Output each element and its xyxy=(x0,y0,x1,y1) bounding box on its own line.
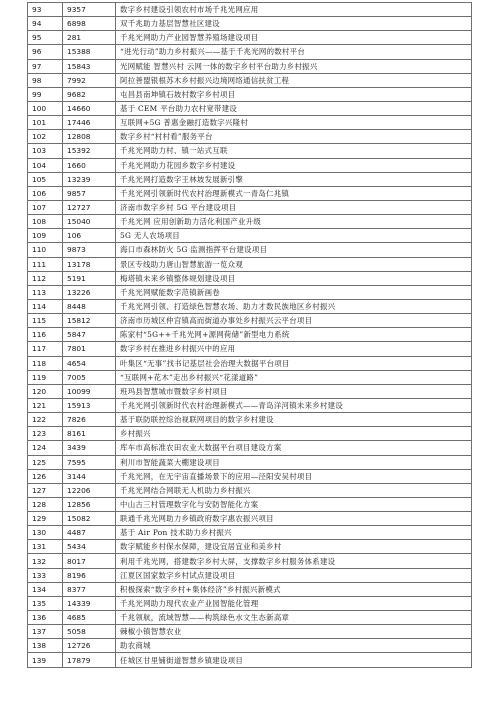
project-name-cell: 班玛县智慧城市暨数字乡村项目 xyxy=(116,384,472,398)
entry-id-cell: 5434 xyxy=(63,540,116,554)
table-row xyxy=(28,370,472,384)
row-number-cell: 129 xyxy=(28,512,63,526)
project-name-cell: 千兆光网引领新时代农村治理新模式一青岛仁兆镇 xyxy=(116,186,472,200)
table-row xyxy=(28,200,472,214)
entry-id-cell: 3144 xyxy=(63,469,116,483)
project-name-cell: 千兆光网打造数字王林坡发展新引擎 xyxy=(116,172,472,186)
row-number-cell: 122 xyxy=(28,413,63,427)
project-name-cell: 屯昌县南坤镇石坡村数字乡村项目 xyxy=(116,87,472,101)
table-row xyxy=(28,257,472,271)
row-number-cell: 95 xyxy=(28,31,63,45)
row-number-cell: 114 xyxy=(28,299,63,313)
entry-id-cell: 4654 xyxy=(63,356,116,370)
table-row xyxy=(28,540,472,554)
table-row xyxy=(28,271,472,285)
table-row xyxy=(28,568,472,582)
project-name-cell: 阿拉善盟银根苏木乡村振兴边境网络通信扶贫工程 xyxy=(116,73,472,87)
project-name-cell: 千兆光网 应用创新助力活化利国产业升级 xyxy=(116,215,472,229)
project-name-cell: 数字乡村“村村看”服务平台 xyxy=(116,130,472,144)
entry-id-cell: 12206 xyxy=(63,483,116,497)
table-row xyxy=(28,554,472,568)
table-row xyxy=(28,101,472,115)
entry-id-cell: 7801 xyxy=(63,342,116,356)
row-number-cell: 110 xyxy=(28,243,63,257)
table-row xyxy=(28,87,472,101)
entry-id-cell: 3439 xyxy=(63,441,116,455)
project-list-body xyxy=(28,3,472,668)
entry-id-cell: 12727 xyxy=(63,200,116,214)
entry-id-cell: 106 xyxy=(63,229,116,243)
row-number-cell: 123 xyxy=(28,427,63,441)
entry-id-cell: 281 xyxy=(63,31,116,45)
project-name-cell: 双千兆助力基层智慧社区建设 xyxy=(116,17,472,31)
project-name-cell: 千兆光网赋能数字范镇新画卷 xyxy=(116,285,472,299)
project-name-cell: “进光行动”助力乡村振兴——基于千兆光网的数村平台 xyxy=(116,45,472,59)
table-row xyxy=(28,582,472,596)
table-row xyxy=(28,172,472,186)
project-name-cell: 千兆领航，流域智慧——构筑绿色水文生态新高章 xyxy=(116,611,472,625)
row-number-cell: 111 xyxy=(28,257,63,271)
entry-id-cell: 12808 xyxy=(63,130,116,144)
row-number-cell: 99 xyxy=(28,87,63,101)
row-number-cell: 93 xyxy=(28,3,63,17)
entry-id-cell: 9873 xyxy=(63,243,116,257)
project-name-cell: 基于 Air Pon 技术助力乡村振兴 xyxy=(116,526,472,540)
project-name-cell: 江夏区国家数字乡村试点建设项目 xyxy=(116,568,472,582)
project-name-cell: 济南市历城区仲宫镇高而街道办事处乡村振兴云平台项目 xyxy=(116,314,472,328)
row-number-cell: 128 xyxy=(28,497,63,511)
table-row xyxy=(28,596,472,610)
entry-id-cell: 13239 xyxy=(63,172,116,186)
project-name-cell: 棘椒小镇智慧农业 xyxy=(116,625,472,639)
table-row xyxy=(28,59,472,73)
project-name-cell: 千兆光网引领、打造绿色智慧农场、助力才数民族地区乡村振兴 xyxy=(116,299,472,313)
row-number-cell: 126 xyxy=(28,469,63,483)
project-name-cell: 叶集区“无事”找书记基层社会治理大数据平台项目 xyxy=(116,356,472,370)
entry-id-cell: 9357 xyxy=(63,3,116,17)
table-row xyxy=(28,625,472,639)
project-name-cell: 乡村振兴 xyxy=(116,427,472,441)
entry-id-cell: 12726 xyxy=(63,639,116,653)
project-name-cell: 数字乡村建设引领农村市场千兆光网应用 xyxy=(116,3,472,17)
row-number-cell: 102 xyxy=(28,130,63,144)
entry-id-cell: 12856 xyxy=(63,497,116,511)
project-name-cell: 千兆光网助力现代农业产业园智能化管理 xyxy=(116,596,472,610)
table-row xyxy=(28,611,472,625)
project-name-cell: 基于 CEM 平台助力农村宽带建设 xyxy=(116,101,472,115)
table-row xyxy=(28,342,472,356)
project-name-cell: 济南市数字乡村 5G 平台建设项目 xyxy=(116,200,472,214)
entry-id-cell: 15040 xyxy=(63,215,116,229)
project-name-cell: “互联网+花木”走出乡村振兴“花漾道路” xyxy=(116,370,472,384)
row-number-cell: 112 xyxy=(28,271,63,285)
project-name-cell: 基于联防联控综治视联网项目的数字乡村建设 xyxy=(116,413,472,427)
table-row xyxy=(28,158,472,172)
project-name-cell: 互联网+5G 普惠金融打造数字兴隆村 xyxy=(116,116,472,130)
table-row xyxy=(28,17,472,31)
table-row xyxy=(28,116,472,130)
row-number-cell: 101 xyxy=(28,116,63,130)
row-number-cell: 107 xyxy=(28,200,63,214)
entry-id-cell: 6898 xyxy=(63,17,116,31)
table-row xyxy=(28,441,472,455)
table-row xyxy=(28,31,472,45)
entry-id-cell: 8161 xyxy=(63,427,116,441)
entry-id-cell: 5058 xyxy=(63,625,116,639)
row-number-cell: 134 xyxy=(28,582,63,596)
project-name-cell: 数字赋能乡村保水保障，建设宜居宜业和美乡村 xyxy=(116,540,472,554)
table-row xyxy=(28,413,472,427)
entry-id-cell: 15392 xyxy=(63,144,116,158)
table-row xyxy=(28,384,472,398)
entry-id-cell: 10099 xyxy=(63,384,116,398)
entry-id-cell: 7826 xyxy=(63,413,116,427)
row-number-cell: 125 xyxy=(28,455,63,469)
table-row xyxy=(28,639,472,653)
row-number-cell: 97 xyxy=(28,59,63,73)
table-row xyxy=(28,45,472,59)
table-row xyxy=(28,3,472,17)
table-row xyxy=(28,130,472,144)
project-name-cell: 中山古三村管理数字化与安防智能化方案 xyxy=(116,497,472,511)
project-name-cell: 千兆光网引领新时代农村治理新模式——青岛洋河镇未来乡村建设 xyxy=(116,398,472,412)
entry-id-cell: 15388 xyxy=(63,45,116,59)
entry-id-cell: 14660 xyxy=(63,101,116,115)
project-name-cell: 利用千兆光网，搭建数字乡村大屏，支撑数字乡村服务体系建设 xyxy=(116,554,472,568)
row-number-cell: 103 xyxy=(28,144,63,158)
project-name-cell: 光网赋能 智慧兴村 云网一体的数字乡村平台助力乡村振兴 xyxy=(116,59,472,73)
project-name-cell: 积极探索“数字乡村+集体经济”乡村振兴新模式 xyxy=(116,582,472,596)
project-name-cell: 千兆光网，在无宇宙直播场景下的应用—泾阳安吴村项目 xyxy=(116,469,472,483)
entry-id-cell: 17879 xyxy=(63,653,116,667)
row-number-cell: 118 xyxy=(28,356,63,370)
table-row xyxy=(28,144,472,158)
row-number-cell: 132 xyxy=(28,554,63,568)
row-number-cell: 108 xyxy=(28,215,63,229)
entry-id-cell: 8448 xyxy=(63,299,116,313)
table-row xyxy=(28,186,472,200)
entry-id-cell: 8017 xyxy=(63,554,116,568)
project-name-cell: 千兆光网助力村、镇一站式互联 xyxy=(116,144,472,158)
row-number-cell: 138 xyxy=(28,639,63,653)
entry-id-cell: 9857 xyxy=(63,186,116,200)
row-number-cell: 130 xyxy=(28,526,63,540)
row-number-cell: 117 xyxy=(28,342,63,356)
table-row xyxy=(28,215,472,229)
table-row xyxy=(28,243,472,257)
table-row xyxy=(28,73,472,87)
table-row xyxy=(28,483,472,497)
entry-id-cell: 4685 xyxy=(63,611,116,625)
entry-id-cell: 7005 xyxy=(63,370,116,384)
project-name-cell: 任城区甘里铺街道智慧乡镇建设项目 xyxy=(116,653,472,667)
entry-id-cell: 9682 xyxy=(63,87,116,101)
table-row xyxy=(28,398,472,412)
project-name-cell: 千兆光网结合网联无人机助力乡村振兴 xyxy=(116,483,472,497)
table-row xyxy=(28,356,472,370)
project-name-cell: 利川市智能蔬菜大棚建设项目 xyxy=(116,455,472,469)
row-number-cell: 100 xyxy=(28,101,63,115)
project-name-cell: 千兆光网助力产业园智慧养殖场建设项目 xyxy=(116,31,472,45)
row-number-cell: 119 xyxy=(28,370,63,384)
row-number-cell: 121 xyxy=(28,398,63,412)
table-row xyxy=(28,469,472,483)
entry-id-cell: 8196 xyxy=(63,568,116,582)
project-name-cell: 景区专线助力唐山智慧旅游一览众观 xyxy=(116,257,472,271)
row-number-cell: 139 xyxy=(28,653,63,667)
row-number-cell: 116 xyxy=(28,328,63,342)
entry-id-cell: 13178 xyxy=(63,257,116,271)
row-number-cell: 124 xyxy=(28,441,63,455)
table-row xyxy=(28,314,472,328)
table-row xyxy=(28,285,472,299)
row-number-cell: 127 xyxy=(28,483,63,497)
row-number-cell: 94 xyxy=(28,17,63,31)
row-number-cell: 136 xyxy=(28,611,63,625)
project-name-cell: 库车市高标准农田农业大数据平台项目建设方案 xyxy=(116,441,472,455)
row-number-cell: 96 xyxy=(28,45,63,59)
row-number-cell: 105 xyxy=(28,172,63,186)
table-row xyxy=(28,653,472,667)
entry-id-cell: 7595 xyxy=(63,455,116,469)
row-number-cell: 120 xyxy=(28,384,63,398)
entry-id-cell: 15843 xyxy=(63,59,116,73)
entry-id-cell: 13226 xyxy=(63,285,116,299)
project-name-cell: 助农商城 xyxy=(116,639,472,653)
row-number-cell: 137 xyxy=(28,625,63,639)
row-number-cell: 135 xyxy=(28,596,63,610)
entry-id-cell: 4487 xyxy=(63,526,116,540)
project-name-cell: 5G 无人农场项目 xyxy=(116,229,472,243)
entry-id-cell: 1660 xyxy=(63,158,116,172)
row-number-cell: 104 xyxy=(28,158,63,172)
entry-id-cell: 17446 xyxy=(63,116,116,130)
table-row xyxy=(28,299,472,313)
table-row xyxy=(28,526,472,540)
project-name-cell: 梅塔镇未来乡镇整体规划建设项目 xyxy=(116,271,472,285)
entry-id-cell: 14339 xyxy=(63,596,116,610)
row-number-cell: 113 xyxy=(28,285,63,299)
entry-id-cell: 5191 xyxy=(63,271,116,285)
project-name-cell: 联通千兆光网助力乡镇政府数字惠农振兴项目 xyxy=(116,512,472,526)
row-number-cell: 115 xyxy=(28,314,63,328)
entry-id-cell: 15082 xyxy=(63,512,116,526)
row-number-cell: 98 xyxy=(28,73,63,87)
entry-id-cell: 5847 xyxy=(63,328,116,342)
table-row xyxy=(28,229,472,243)
table-row xyxy=(28,512,472,526)
table-row xyxy=(28,427,472,441)
entry-id-cell: 15913 xyxy=(63,398,116,412)
table-row xyxy=(28,328,472,342)
row-number-cell: 109 xyxy=(28,229,63,243)
row-number-cell: 106 xyxy=(28,186,63,200)
entry-id-cell: 15812 xyxy=(63,314,116,328)
row-number-cell: 133 xyxy=(28,568,63,582)
table-row xyxy=(28,455,472,469)
table-row xyxy=(28,497,472,511)
entry-id-cell: 8377 xyxy=(63,582,116,596)
project-name-cell: 海口市森林防火 5G 监测指挥平台建设项目 xyxy=(116,243,472,257)
project-list-table xyxy=(27,2,472,668)
entry-id-cell: 7992 xyxy=(63,73,116,87)
project-name-cell: 千兆光网助力花园乡数字乡村建设 xyxy=(116,158,472,172)
row-number-cell: 131 xyxy=(28,540,63,554)
project-name-cell: 陈家村“5G++千兆光网+源网荷储”新型电力系统 xyxy=(116,328,472,342)
project-name-cell: 数字乡村在推进乡村振兴中的应用 xyxy=(116,342,472,356)
